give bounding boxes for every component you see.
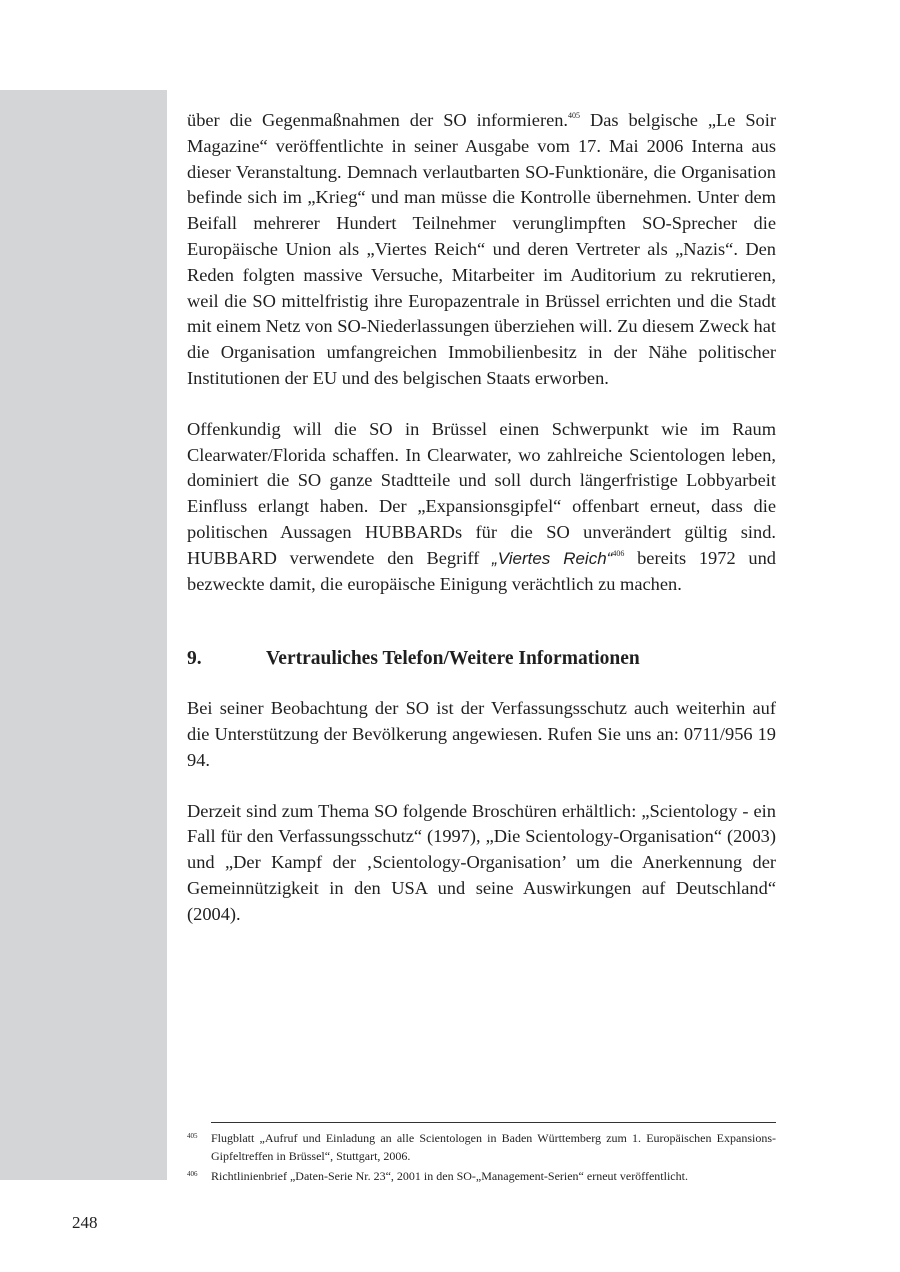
footnote-reference[interactable]: 405	[568, 111, 581, 120]
footnote	[187, 1129, 776, 1165]
footnotes	[187, 1122, 776, 1187]
page-body	[187, 108, 776, 928]
paragraph: Offenkundig will die SO in Brüssel einen Schwerpunkt wie im Raum Clearwater/Florida schaffen. In Clearwater, wo zahlreiche Scientologen leben, dominiert die SO ganze Stadtteile und soll durch längerfristige Lobbyarbeit Einfluss erlangt haben. Der „Expansionsgipfel“ offenbart erneut, dass die politischen Aussagen HUBBARDs für die SO unverändert gültig sind. HUBBARD verwendete den Begriff „Viertes Reich“$^{406}$ bereits 1972 und bezweckte damit, die europäische Einigung verächtlich zu machen.	[187, 418, 776, 594]
footnote-text: Richtlinienbrief „Daten-Serie Nr. 23“, 2001 in den SO-„Management-Serien“ erneut veröffentlicht.	[211, 1169, 688, 1183]
margin-band	[0, 90, 167, 1180]
footnote-divider	[211, 1122, 776, 1123]
section-title: Vertrauliches Telefon/Weitere Informationen	[266, 648, 640, 670]
quoted-term: „Viertes Reich“	[492, 548, 613, 568]
footnote	[187, 1167, 776, 1185]
footnote-number: 405	[187, 1132, 198, 1140]
page-number: 248	[72, 1213, 98, 1232]
section-heading	[187, 646, 776, 672]
footnote-number: 406	[187, 1170, 198, 1178]
paragraph: Derzeit sind zum Thema SO folgende Broschüren erhältlich: „Scientology - ein Fall für den Verfassungsschutz“ (1997), „Die Scientology-Organisation“ (2003) und „Der Kampf der ‚Scientology-Organisation’ um die Anerkennung der Gemeinnützigkeit in den USA und seine Auswirkungen auf Deutschland“ (2004).	[187, 800, 776, 924]
section-number: 9.	[187, 648, 202, 670]
paragraph: Bei seiner Beobachtung der SO ist der Verfassungsschutz auch weiterhin auf die Unterstützung der Bevölkerung angewiesen. Rufen Sie uns an: 0711/956 19 94.	[187, 698, 776, 770]
footnote-reference[interactable]: 406	[612, 548, 625, 558]
paragraph: über die Gegenmaßnahmen der SO informieren.$^{405}$ Das belgische „Le Soir Magazine“ veröffentlichte in seiner Ausgabe vom 17. Mai 2006 Interna aus dieser Veranstaltung. Demnach verlautbarten SO-Funktionäre, die Organisation befinde sich im „Krieg“ und man müsse die Kontrolle übernehmen. Unter dem Beifall mehrerer Hundert Teilnehmer verunglimpften SO-Sprecher die Europäische Union als „Viertes Reich“ und deren Vertreter als „Nazis“. Den Reden folgten massive Versuche, Mitarbeiter im Auditorium zu rekrutieren, weil die SO mittelfristig ihre Europazentrale in Brüssel errichten und die Stadt mit einem Netz von SO-Niederlassungen überziehen will. Zu diesem Zweck hat die Organisation umfangreichen Immobilienbesitz in der Nähe politischer Institutionen der EU und des belgischen Staats erworben.	[187, 110, 776, 388]
footnote-text: Flugblatt „Aufruf und Einladung an alle Scientologen in Baden Württemberg zum 1. Europäischen Expansions-Gipfeltreffen in Brüssel“, Stuttgart, 2006.	[211, 1131, 776, 1163]
